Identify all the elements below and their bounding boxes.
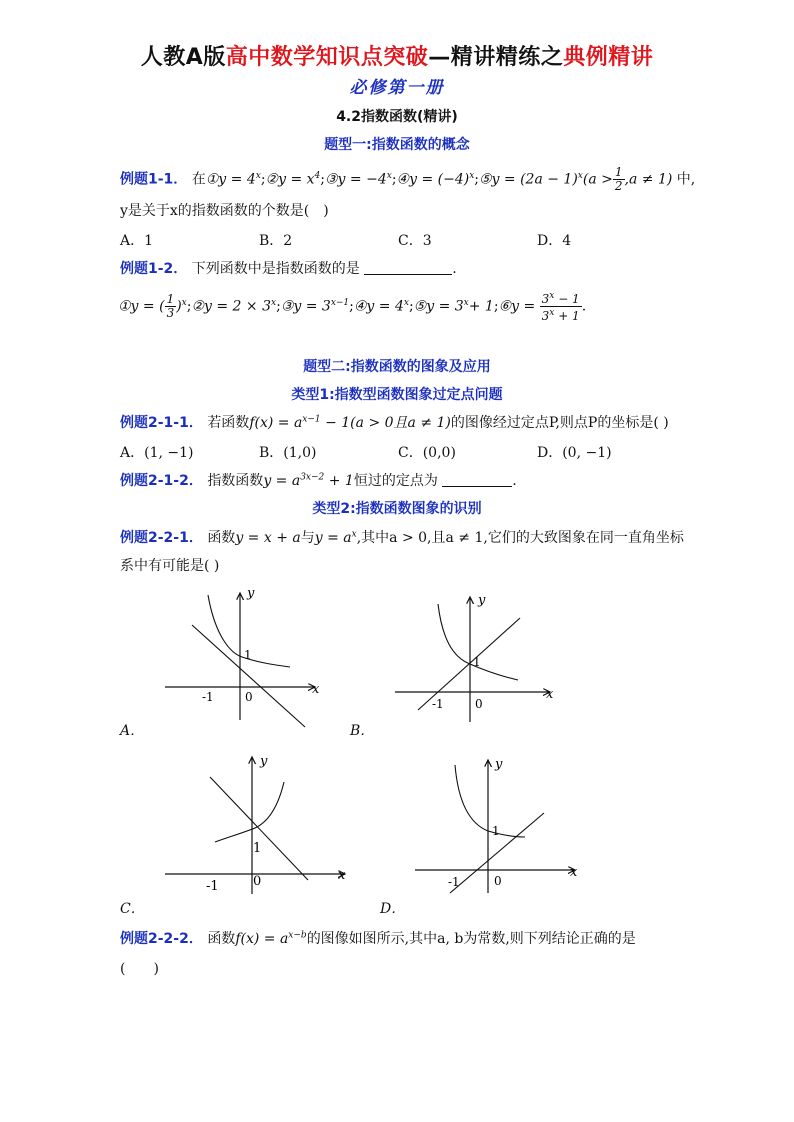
- fraction-half: [613, 166, 625, 193]
- ex-text: 函数: [207, 931, 236, 947]
- math-sup: x−b: [288, 930, 307, 941]
- option-a: A．1: [120, 233, 154, 249]
- example-1-1-line1: 例题1-1． 在①y = $4^x;②y$ = $x^4;③y$ = $-4^x;④y$ = $(-4)^x;⑤y = (2a - 1)^x(a$ > $\frac{1}{2}$ ,a ≠ 1) 中,: [120, 165, 696, 193]
- x-label: x: [338, 868, 346, 883]
- frac-num-sup: x: [549, 291, 555, 301]
- math-item: ): [176, 298, 182, 315]
- function-rest: + 1: [324, 473, 354, 489]
- ex-text: 中,: [676, 171, 696, 188]
- ex-end: .: [452, 261, 457, 277]
- graph-d: [410, 755, 585, 895]
- function-expression: y = a: [263, 473, 301, 489]
- graph-c: [160, 752, 350, 897]
- zero-label: 0: [253, 874, 262, 889]
- one-label: 1: [492, 824, 500, 838]
- math-sup: x: [271, 297, 277, 308]
- example-label: 例题2-2-1．: [120, 530, 203, 546]
- exponential-curve: [455, 765, 525, 837]
- example-2-2-2-line2: ( ): [120, 961, 159, 977]
- ex-text: 与: [300, 530, 315, 546]
- one-label: 1: [253, 841, 262, 856]
- ex-text: 下列函数中是指数函数的是: [191, 261, 360, 277]
- exponential-curve: [215, 782, 284, 842]
- title-part-3: —精讲精练之: [428, 45, 564, 70]
- title-part-4: 典例精讲: [563, 45, 654, 70]
- ex-text: 恒过的定点为: [353, 473, 438, 489]
- math-sup: x: [351, 529, 357, 540]
- type2-subtitle-1: 类型1:指数型函数图象过定点问题: [291, 387, 503, 403]
- document-subtitle: 必修第一册: [349, 78, 445, 98]
- example-2-1-2-line1: [120, 470, 517, 490]
- math-item: ③y = 3: [280, 298, 331, 315]
- option-a: A．(1, −1): [120, 445, 194, 461]
- graph-option-a: A．: [120, 723, 145, 739]
- ex-end: .: [512, 473, 517, 489]
- graph-option-d: D．: [380, 901, 406, 917]
- neg-one-label: -1: [206, 879, 219, 894]
- neg-one-label: -1: [202, 690, 214, 704]
- fraction-denominator: [540, 307, 582, 323]
- function-expression: f(x) = a: [235, 931, 289, 947]
- neg-one-label: -1: [448, 875, 460, 889]
- condition-close: ,a ≠ 1): [624, 171, 673, 188]
- ex-end: .: [581, 298, 587, 315]
- fraction-numerator: [540, 290, 582, 307]
- function-condition: − 1(a > 0且a ≠ 1): [320, 415, 451, 431]
- math-item: ②y = 2 × 3: [191, 298, 272, 315]
- fraction-denominator: 3: [166, 306, 175, 320]
- math-sup: 4: [314, 170, 321, 181]
- ex-text: 函数: [207, 530, 236, 546]
- math-sup: x: [469, 170, 475, 181]
- math-sup: 3x−2: [300, 472, 325, 483]
- y-label: y: [478, 593, 486, 608]
- ex-text: 在: [191, 171, 206, 188]
- fraction-numerator: 1: [166, 292, 175, 306]
- example-label: 例题2-1-1．: [120, 415, 203, 431]
- example-label: 例题2-2-2．: [120, 931, 203, 947]
- type2-subtitle-2: 类型2:指数函数图象的识别: [312, 501, 482, 517]
- ex-text: 的图像如图所示,其中a, b为常数,则下列结论正确的是: [306, 931, 636, 947]
- function-expression: f(x) = a: [249, 415, 303, 431]
- option-b: B．2: [259, 233, 293, 249]
- graph-b: [390, 592, 560, 724]
- x-label: x: [570, 865, 578, 880]
- exponential-function: y = a: [314, 530, 352, 546]
- frac-num-rest: − 1: [554, 292, 580, 306]
- math-item: ⑤y = (2a − 1): [478, 171, 578, 188]
- type2-title: 题型二:指数函数的图象及应用: [303, 359, 491, 375]
- math-sup: x: [463, 297, 469, 308]
- frac-num-base: 3: [541, 292, 550, 306]
- math-item: ①y = 4: [205, 171, 256, 188]
- document-title: [0, 40, 794, 71]
- example-1-2-line1: [120, 258, 457, 278]
- title-part-2: 高中数学知识点突破: [225, 45, 429, 70]
- lesson-title: 4.2指数函数(精讲): [336, 109, 458, 125]
- ex-text: 指数函数: [207, 473, 264, 489]
- ex-text: 若函数: [207, 415, 250, 431]
- math-sup: x−1: [330, 297, 350, 308]
- example-2-2-1-line1: [120, 527, 684, 547]
- example-label: 例题2-1-2．: [120, 473, 203, 489]
- example-1-2-line2: ①y = ( $\frac{1}{3}$ )$^x$;②y = $2 \times 3^x;③y$ = $3^{x-1};④y$ = $4^x;⑤y = 3^x+$ 1;⑥y = $\frac{3^x - 1}{3^x + 1}$ .: [118, 291, 587, 323]
- zero-label: 0: [245, 690, 253, 704]
- example-2-2-2-line1: [120, 928, 636, 948]
- option-d: D．4: [537, 233, 572, 249]
- fraction-expression: [540, 290, 582, 323]
- y-label: y: [247, 586, 255, 601]
- math-item: ②y = x: [265, 171, 315, 188]
- math-item: ⑤y = 3: [413, 298, 464, 315]
- title-part-1: 人教A版: [140, 45, 226, 70]
- math-item: ①y = (: [118, 298, 165, 315]
- x-label: x: [312, 682, 320, 697]
- math-sup: x: [181, 297, 187, 308]
- graph-option-c: C．: [120, 901, 145, 917]
- neg-one-label: -1: [432, 697, 444, 711]
- condition-open: (a >: [582, 171, 613, 188]
- option-c: C．3: [398, 233, 432, 249]
- answer-blank[interactable]: [442, 472, 512, 487]
- ex-text: ,其中a > 0,且a ≠ 1,它们的大致图象在同一直角坐标: [356, 530, 684, 546]
- zero-label: 0: [475, 697, 483, 711]
- math-item: + 1: [468, 298, 494, 315]
- answer-blank[interactable]: [364, 260, 452, 275]
- y-label: y: [495, 757, 503, 772]
- graph-a: [160, 585, 330, 730]
- option-b: B．(1,0): [259, 445, 317, 461]
- math-item: ③y = −4: [325, 171, 387, 188]
- math-item: ④y = 4: [353, 298, 404, 315]
- option-d: D．(0, −1): [537, 445, 612, 461]
- frac-den-sup: x: [549, 308, 555, 318]
- zero-label: 0: [494, 874, 502, 888]
- math-sup: x−1: [302, 414, 321, 425]
- example-2-2-1-line2: 系中有可能是( ): [120, 558, 220, 574]
- linear-line: [192, 625, 305, 727]
- example-label: 例题1-1．: [120, 171, 188, 188]
- math-item: ⑥y =: [498, 298, 536, 315]
- graph-option-b: B．: [350, 723, 375, 739]
- fraction-third: [165, 293, 177, 320]
- ex-text: 的图像经过定点P,则点P的坐标是( ): [450, 415, 669, 431]
- fraction-denominator: 2: [614, 179, 623, 193]
- frac-den-rest: + 1: [554, 309, 580, 323]
- linear-line: [210, 777, 308, 880]
- fraction-numerator: 1: [614, 165, 623, 179]
- math-item: ④y = (−4): [396, 171, 470, 188]
- y-label: y: [260, 754, 268, 769]
- math-sup: x: [403, 297, 409, 308]
- math-sup: x: [577, 170, 583, 181]
- option-c: C．(0,0): [398, 445, 456, 461]
- type1-title: 题型一:指数函数的概念: [324, 137, 470, 153]
- one-label: 1: [244, 648, 252, 662]
- example-2-1-1-line1: [120, 412, 669, 432]
- linear-function: y = x + a: [235, 530, 301, 546]
- example-label: 例题1-2．: [120, 261, 188, 277]
- x-label: x: [546, 687, 554, 702]
- math-sup: x: [386, 170, 392, 181]
- one-label: 1: [473, 655, 481, 669]
- frac-den-base: 3: [541, 309, 550, 323]
- example-1-1-line2: y是关于x的指数函数的个数是( ): [120, 203, 329, 219]
- math-sup: x: [255, 170, 261, 181]
